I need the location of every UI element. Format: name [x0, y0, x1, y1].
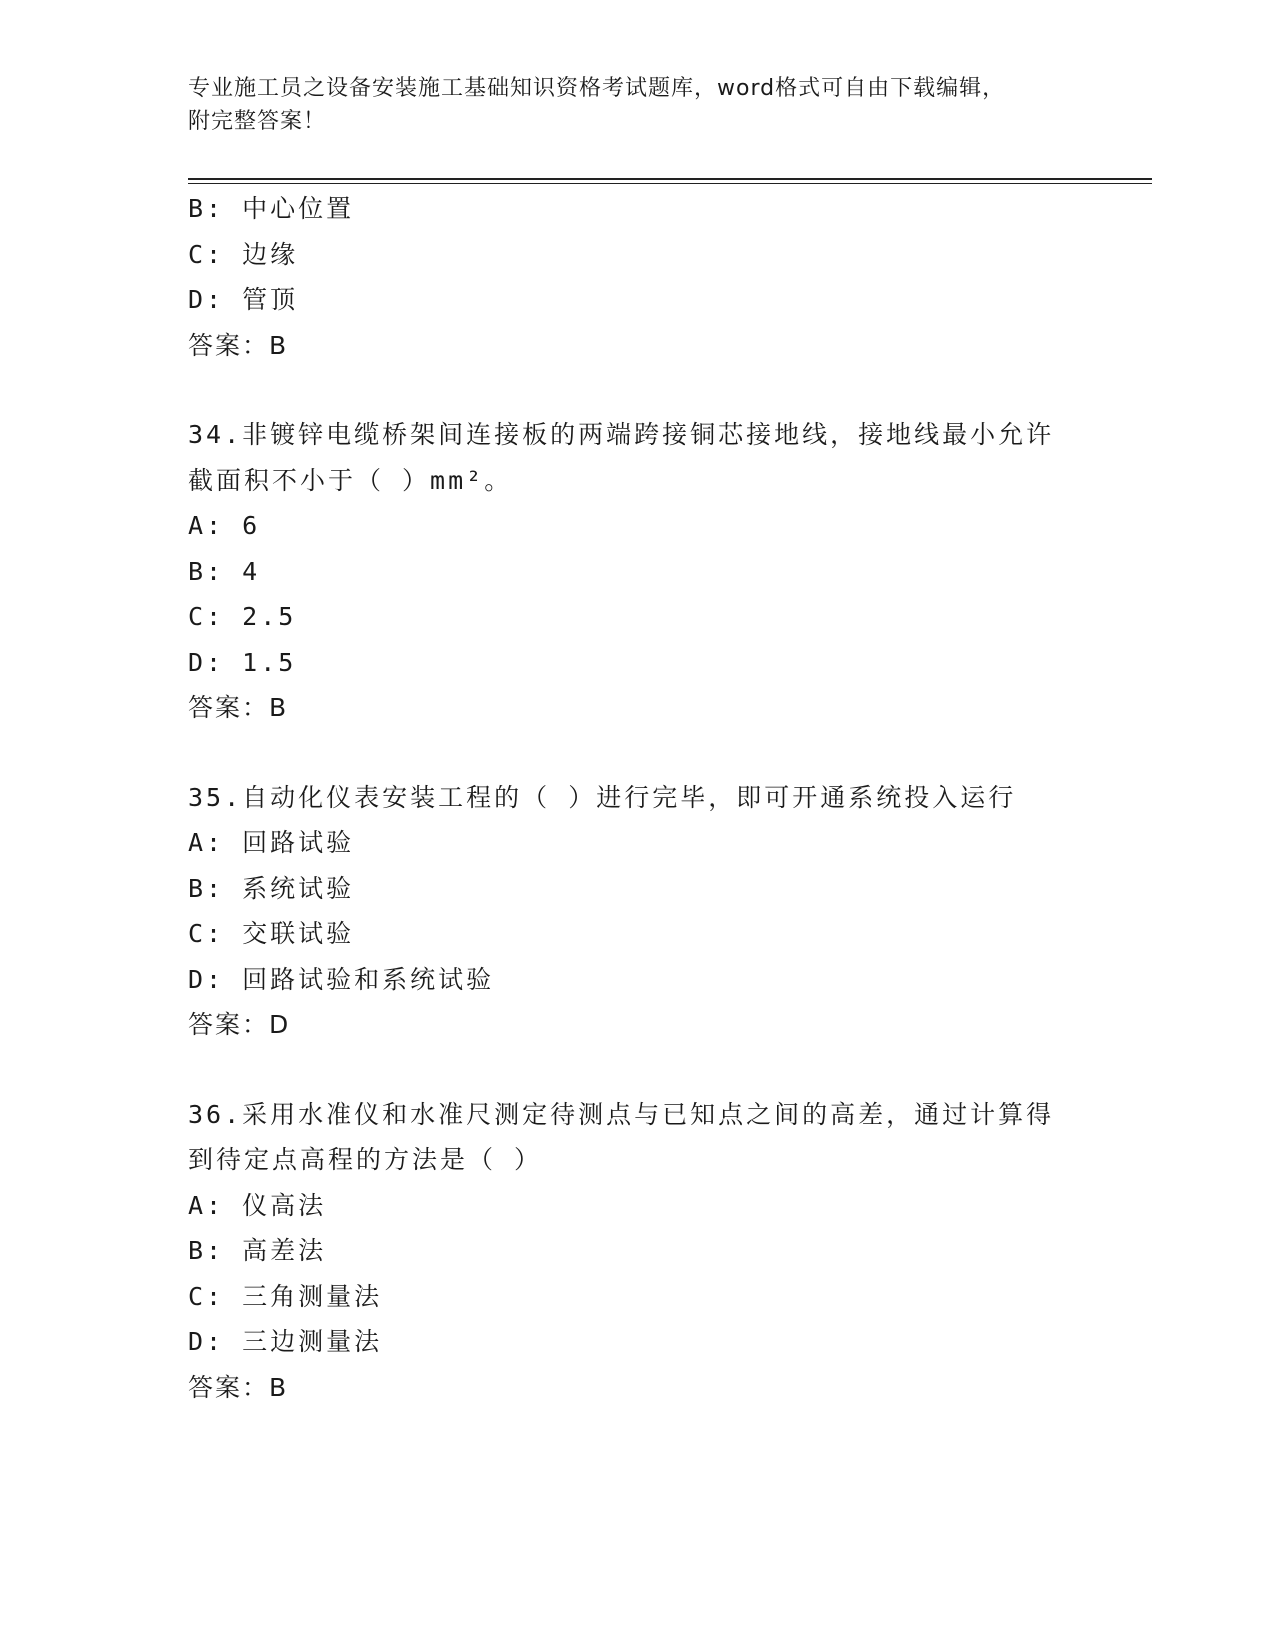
question-block-34	[188, 412, 1108, 731]
option-c: C: 边缘	[188, 239, 299, 269]
question-stem-line-2: 截面积不小于（ ）mm²。	[188, 465, 513, 495]
option-d: D: 1.5	[188, 647, 297, 677]
option-b: B: 中心位置	[188, 194, 355, 223]
option-c: C: 三角测量法	[188, 1281, 383, 1311]
question-block-36	[188, 1092, 1108, 1411]
option-d: D: 三边测量法	[188, 1327, 383, 1356]
spacer	[188, 368, 1108, 412]
option-a: A: 仪高法	[188, 1190, 327, 1220]
option-c: C: 交联试验	[188, 919, 355, 948]
question-stem-line-2: 到待定点高程的方法是（ ）	[188, 1145, 543, 1174]
option-a: A: 6	[188, 511, 261, 540]
question-block-33	[188, 186, 1108, 368]
answer-line: 答案：B	[188, 1372, 289, 1402]
header-line-2: 附完整答案！	[188, 109, 327, 134]
document-header	[188, 72, 1108, 138]
option-d: D: 回路试验和系统试验	[188, 964, 495, 994]
question-stem-line-1: 35.自动化仪表安装工程的（ ）进行完毕，即可开通系统投入运行	[188, 782, 1017, 812]
answer-line: 答案：D	[188, 1010, 291, 1039]
answer-line: 答案：B	[188, 330, 289, 360]
spacer	[188, 1048, 1108, 1092]
header-divider-thin	[188, 183, 1152, 184]
header-line-1: 专业施工员之设备安装施工基础知识资格考试题库，word格式可自由下载编辑，	[188, 76, 1006, 101]
spacer	[188, 731, 1108, 775]
question-stem-line-1: 36.采用水准仪和水准尺测定待测点与已知点之间的高差，通过计算得	[188, 1099, 1055, 1129]
question-stem-line-1: 34.非镀锌电缆桥架间连接板的两端跨接铜芯接地线，接地线最小允许	[188, 420, 1055, 449]
option-d: D: 管顶	[188, 285, 299, 314]
option-b: B: 系统试验	[188, 873, 355, 903]
option-c: C: 2.5	[188, 602, 297, 631]
option-a: A: 回路试验	[188, 828, 355, 857]
option-b: B: 4	[188, 556, 261, 586]
question-block-35	[188, 775, 1108, 1048]
answer-line: 答案：B	[188, 693, 289, 722]
header-divider-thick	[188, 178, 1152, 180]
document-body	[188, 186, 1108, 1410]
option-b: B: 高差法	[188, 1236, 327, 1265]
